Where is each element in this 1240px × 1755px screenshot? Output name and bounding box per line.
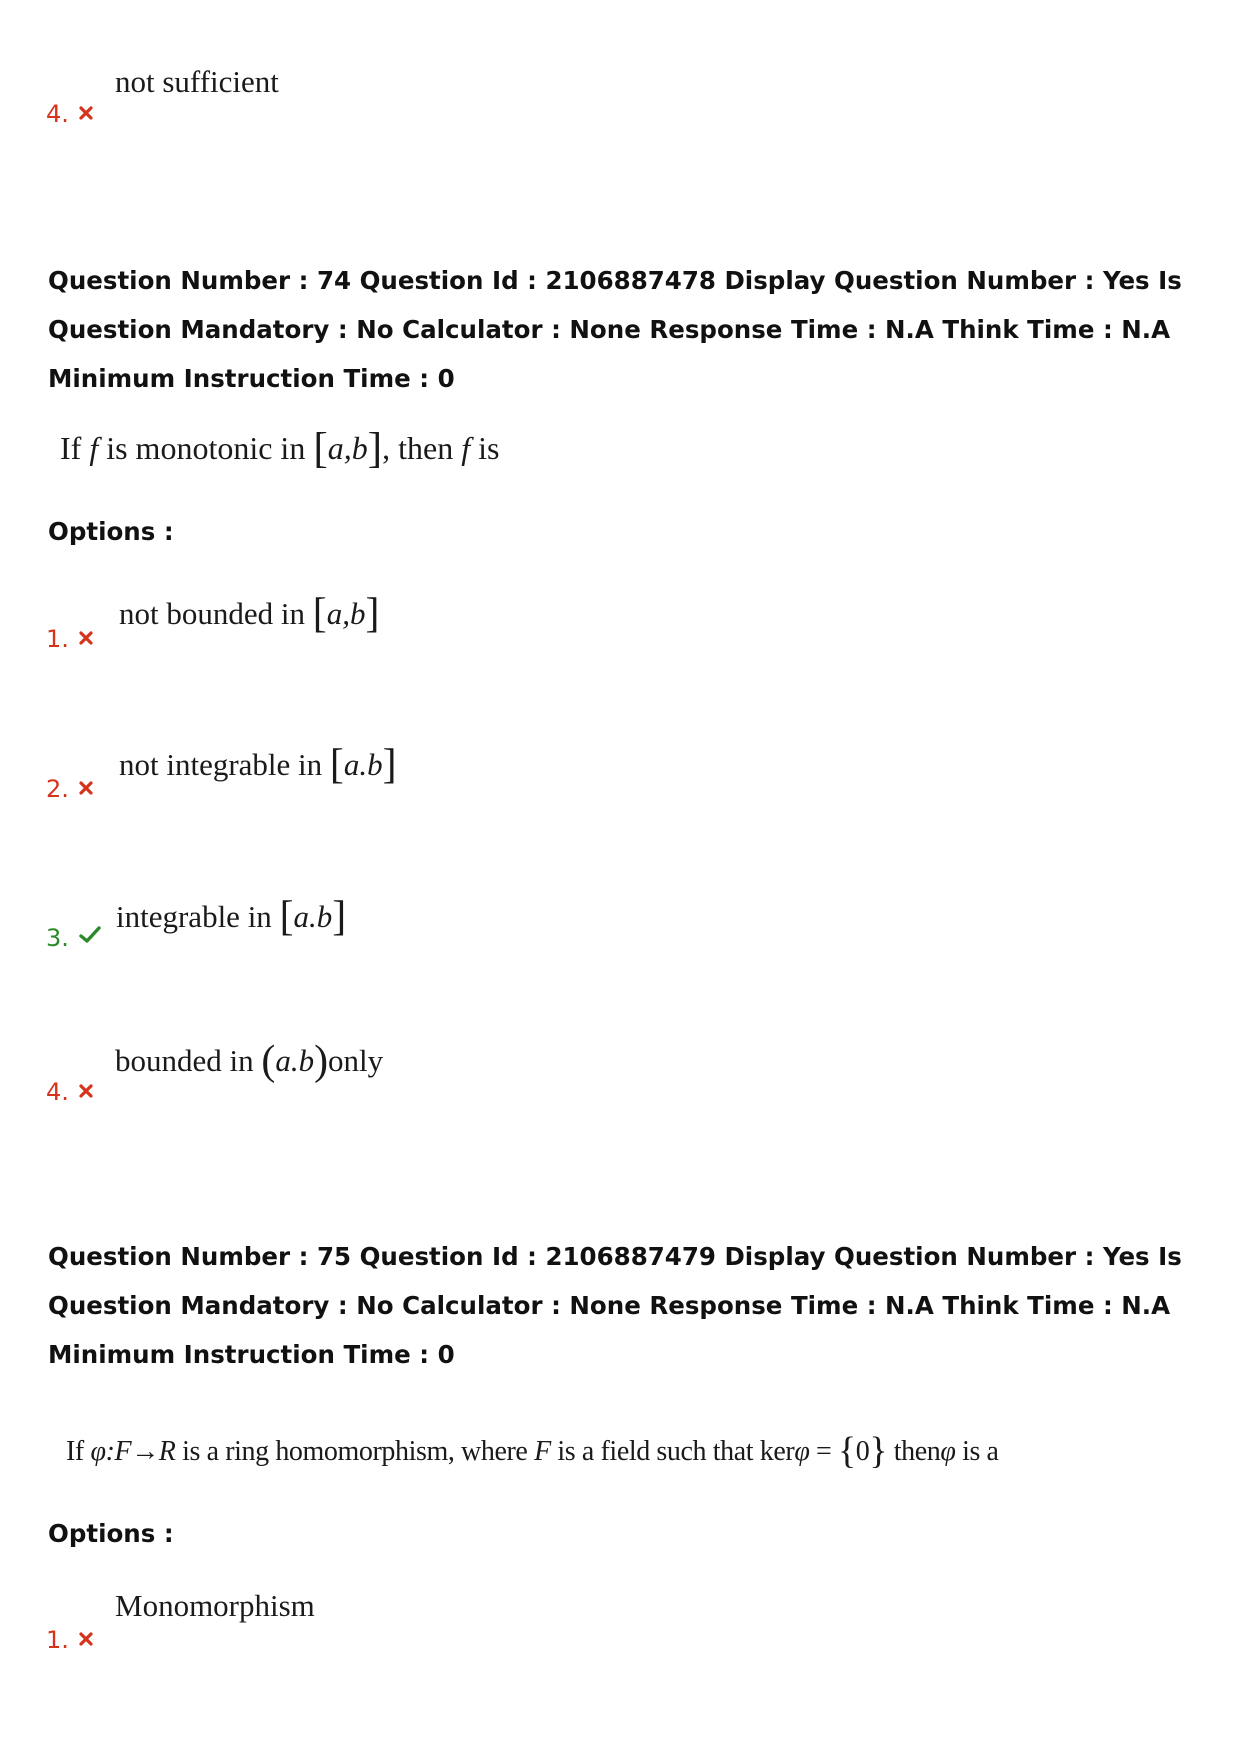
option-number: 2. xyxy=(46,773,93,803)
prev-option-text: not sufficient xyxy=(115,64,279,99)
stem-var: f xyxy=(89,430,99,466)
option-interval: a.b xyxy=(293,899,333,934)
option-interval: a,b xyxy=(326,596,366,631)
cross-icon xyxy=(79,1624,93,1652)
option-interval: a.b xyxy=(343,747,383,782)
option-number: 3. xyxy=(46,922,101,952)
cross-icon xyxy=(79,623,93,651)
stem-text: , then xyxy=(382,430,454,466)
option-text: Monomorphism xyxy=(115,1588,315,1623)
option-text: integrable in [a.b] xyxy=(116,894,347,940)
stem-text: is xyxy=(478,430,500,466)
stem-map: :F→R xyxy=(105,1436,176,1467)
option-interval: a.b xyxy=(275,1043,315,1078)
cross-icon xyxy=(79,773,93,801)
prev-option-number xyxy=(46,98,93,128)
option-number: 1. xyxy=(46,623,93,653)
option-text: not bounded in [a,b] xyxy=(119,591,380,637)
question-stem: If φ:F→R is a ring homomorphism, where F is a field such that kerφ = {0} thenφ is a xyxy=(66,1430,999,1472)
check-icon xyxy=(79,922,101,950)
question-stem: If f is monotonic in [a,b], then f is xyxy=(60,425,500,472)
option-number-label: 4. xyxy=(46,100,69,128)
options-label: Options : xyxy=(48,1519,174,1548)
options-label: Options : xyxy=(48,517,174,546)
question-meta: Question Number : 75 Question Id : 2106887479 Display Question Number : Yes Is Question Mandatory : No Calculator : None Response Time : N.A Think Time : N.A Minimum Instruction Time : 0 xyxy=(48,1242,1182,1369)
cross-icon xyxy=(79,1076,93,1104)
cross-icon xyxy=(79,98,93,126)
option-text: not integrable in [a.b] xyxy=(119,742,397,788)
stem-var: φ xyxy=(90,1436,106,1467)
option-text: bounded in (a.b)only xyxy=(115,1038,384,1084)
stem-interval: a,b xyxy=(327,430,368,466)
option-number: 4. xyxy=(46,1076,93,1106)
stem-var: f xyxy=(461,430,471,466)
question-meta: Question Number : 74 Question Id : 2106887478 Display Question Number : Yes Is Question Mandatory : No Calculator : None Response Time : N.A Think Time : N.A Minimum Instruction Time : 0 xyxy=(48,266,1182,393)
option-number: 1. xyxy=(46,1624,93,1654)
stem-text: If xyxy=(60,430,82,466)
stem-text: is monotonic in xyxy=(106,430,306,466)
